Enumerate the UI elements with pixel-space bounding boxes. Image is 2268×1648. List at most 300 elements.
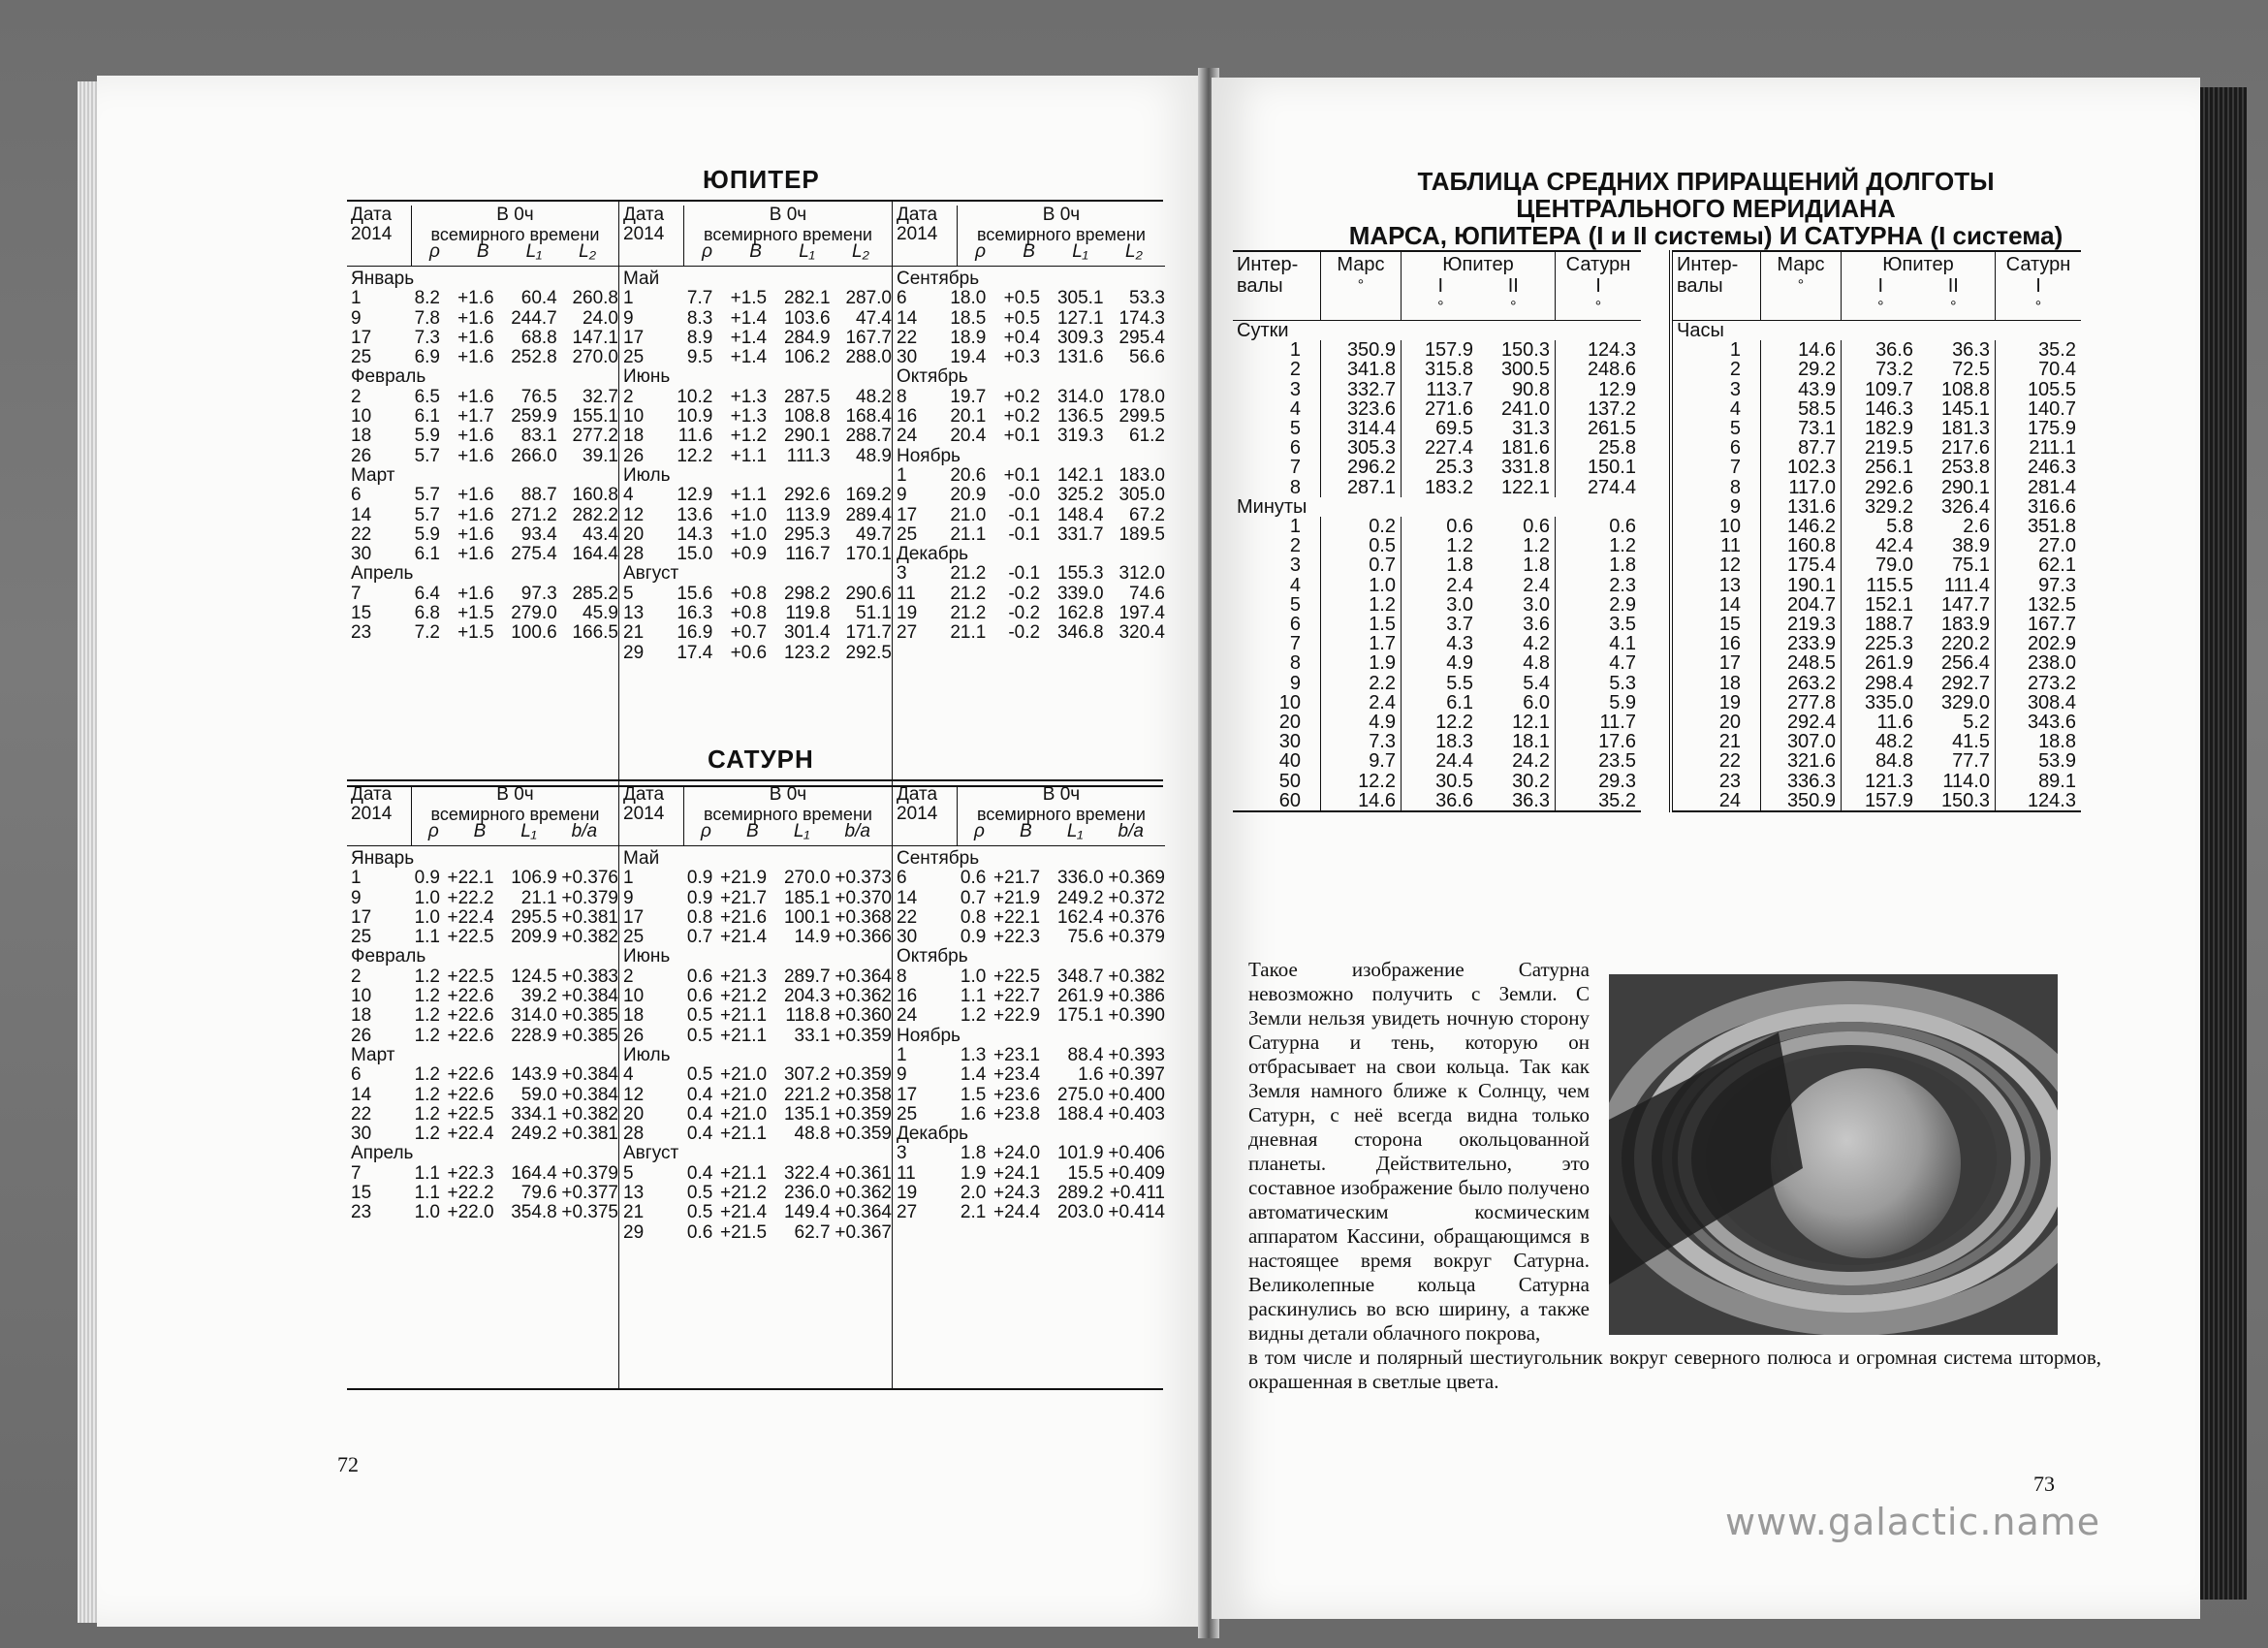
table-cell: +0.397 xyxy=(1108,1064,1165,1086)
table-cell: 135.1 xyxy=(783,1103,831,1125)
degree-label: ° xyxy=(1594,299,1602,315)
table-cell: 21.2 xyxy=(950,583,987,604)
caption-text-wide: в том числе и полярный шестиугольник вокруг северного полюса и огромная система штормов, окрашенная в светлые цвета. xyxy=(1248,1346,2101,1393)
table-cell: +0.414 xyxy=(1108,1202,1165,1223)
table-cell: 335.0 xyxy=(1842,693,1919,713)
table-cell: 0.5 xyxy=(1321,536,1402,555)
table-cell: +21.7 xyxy=(993,868,1041,889)
table-cell: 1.6 xyxy=(960,1103,987,1125)
table-cell: +0.8 xyxy=(730,583,768,604)
month-label: Февраль xyxy=(351,366,426,388)
table-cell: 8 xyxy=(1289,476,1301,498)
table-cell: 29 xyxy=(623,642,645,663)
symbol-label: b/a xyxy=(1118,821,1144,841)
saturn-title: САТУРН xyxy=(708,745,814,774)
table-cell: 3.0 xyxy=(1523,593,1550,616)
table-cell: +24.4 xyxy=(993,1202,1041,1223)
table-cell: 73.1 xyxy=(1761,419,1842,438)
table-cell: 277.8 xyxy=(1761,693,1842,713)
table-cell: 3 xyxy=(1729,378,1741,400)
table-cell: 10 xyxy=(351,406,372,428)
table-cell: 1.1 xyxy=(414,1183,440,1204)
table-cell: +1.2 xyxy=(730,426,768,447)
table-cell: 4.9 xyxy=(1321,713,1402,732)
table-row xyxy=(893,525,1165,545)
table-row xyxy=(619,309,892,329)
symbol-label: B xyxy=(473,821,487,841)
table-cell: 136.5 xyxy=(1056,406,1104,428)
month-label: Июнь xyxy=(623,946,671,967)
table-row xyxy=(1233,458,1641,477)
table-cell: 350.9 xyxy=(1321,340,1402,360)
table-cell: 93.4 xyxy=(520,523,557,545)
table-cell: 15.5 xyxy=(1067,1162,1104,1184)
table-cell: 343.6 xyxy=(1996,713,2082,732)
table-cell: 45.9 xyxy=(583,603,618,624)
table-cell: 58.5 xyxy=(1761,399,1842,419)
table-cell: 12 xyxy=(623,504,645,525)
table-cell: +0.390 xyxy=(1108,1005,1165,1027)
saturn-photo xyxy=(1609,974,2058,1335)
table-row xyxy=(619,1184,892,1203)
table-cell: 143.9 xyxy=(511,1064,557,1086)
table-cell: 16.9 xyxy=(677,622,713,644)
table-cell: 220.2 xyxy=(1940,633,1990,655)
table-cell: 4 xyxy=(1289,397,1301,420)
table-row xyxy=(893,1203,1165,1222)
table-row xyxy=(347,1184,618,1203)
table-cell: 48.2 xyxy=(856,386,892,407)
table-cell: +1.6 xyxy=(457,445,494,466)
symbol-label: L₁ xyxy=(799,241,815,262)
month-label: Май xyxy=(623,848,660,869)
table-cell: 102.3 xyxy=(1761,458,1842,477)
table-row xyxy=(619,889,892,908)
table-row xyxy=(619,585,892,604)
table-row xyxy=(619,1105,892,1125)
table-cell: 22 xyxy=(1718,750,1741,773)
table-cell: 323.6 xyxy=(1321,399,1402,419)
table-cell: +0.9 xyxy=(730,544,768,565)
table-cell: 1 xyxy=(897,1044,907,1065)
system-label: II xyxy=(1947,275,1959,297)
table-cell: 307.0 xyxy=(1761,732,1842,751)
month-label: Октябрь xyxy=(897,946,968,967)
table-cell: 0.7 xyxy=(960,887,987,908)
table-body xyxy=(619,846,892,1243)
table-cell: +21.2 xyxy=(720,1183,768,1204)
table-cell: +0.385 xyxy=(561,1025,618,1046)
table-cell: 5.8 xyxy=(1842,517,1919,536)
table-cell: 1.0 xyxy=(414,887,440,908)
table-body xyxy=(893,267,1165,644)
table-cell: 9 xyxy=(1729,495,1741,518)
table-cell: 185.1 xyxy=(783,887,831,908)
table-row xyxy=(347,1164,618,1184)
table-cell: 23 xyxy=(351,1202,372,1223)
table-row xyxy=(1233,615,1641,634)
table-row xyxy=(619,289,892,308)
section-label: Минуты xyxy=(1237,495,1307,518)
table-cell: 0.8 xyxy=(960,906,987,928)
table-cell: 244.7 xyxy=(511,307,557,329)
table-cell: 146.2 xyxy=(1761,517,1842,536)
table-cell: 70.4 xyxy=(1996,360,2082,379)
table-cell: 19 xyxy=(1718,691,1741,713)
table-cell: 273.2 xyxy=(1996,674,2082,693)
table-cell: 19 xyxy=(897,1183,918,1204)
table-row xyxy=(619,623,892,643)
table-cell: 6.8 xyxy=(414,603,440,624)
table-row xyxy=(893,908,1165,928)
table-row xyxy=(1233,634,1641,653)
table-cell: 150.1 xyxy=(1556,458,1642,477)
table-cell: 7.2 xyxy=(414,622,440,644)
table-cell: 6.1 xyxy=(1402,693,1479,713)
table-cell: 5 xyxy=(1289,593,1301,616)
table-cell: +21.4 xyxy=(720,927,768,948)
table-cell: 43.4 xyxy=(583,523,618,545)
table-row xyxy=(1671,576,2081,595)
table-cell: 305.1 xyxy=(1056,288,1104,309)
jupiter-title: ЮПИТЕР xyxy=(703,165,820,194)
table-cell: 0.5 xyxy=(686,1005,713,1027)
table-cell: +0.359 xyxy=(835,1025,892,1046)
table-cell: 7.3 xyxy=(414,327,440,348)
table-cell: 300.5 xyxy=(1500,359,1550,381)
table-row xyxy=(619,987,892,1006)
table-cell: 1 xyxy=(623,288,634,309)
table-cell: 20 xyxy=(623,1103,645,1125)
table-row xyxy=(619,1203,892,1222)
table-row xyxy=(1233,478,1641,497)
table-cell: 5.9 xyxy=(414,523,440,545)
table-cell: 252.8 xyxy=(511,347,557,368)
table-cell: 145.1 xyxy=(1940,397,1990,420)
table-cell: +0.5 xyxy=(1003,288,1041,309)
table-cell: 9 xyxy=(623,307,634,329)
table-cell: 10.9 xyxy=(677,406,713,428)
table-cell: 9 xyxy=(623,887,634,908)
table-cell: 1.8 xyxy=(1402,555,1479,575)
table-cell: 6 xyxy=(897,868,907,889)
table-cell: 0.7 xyxy=(1321,555,1402,575)
table-row xyxy=(347,1027,618,1046)
section-label-row xyxy=(1671,321,2081,341)
table-cell: 298.4 xyxy=(1842,674,1919,693)
table-cell: 203.0 xyxy=(1056,1202,1104,1223)
table-row xyxy=(1671,438,2081,458)
table-cell: 18.0 xyxy=(950,288,987,309)
table-cell: +21.9 xyxy=(720,868,768,889)
table-cell: 4.8 xyxy=(1523,652,1550,675)
table-cell: +1.6 xyxy=(457,583,494,604)
month-label: Август xyxy=(623,563,679,585)
table-cell: 4.7 xyxy=(1556,653,1642,673)
table-body xyxy=(893,846,1165,1223)
table-cell: 25 xyxy=(897,523,918,545)
table-row xyxy=(619,967,892,987)
symbol-label: L₁ xyxy=(1072,241,1088,262)
table-cell: 72.5 xyxy=(1952,359,1990,381)
table-cell: 1.3 xyxy=(960,1044,987,1065)
table-cell: 0.9 xyxy=(960,927,987,948)
month-label: Январь xyxy=(351,848,415,869)
table-row xyxy=(1671,653,2081,673)
saturn-columns xyxy=(347,781,1163,1388)
table-cell: 6 xyxy=(1729,437,1741,460)
table-cell: 8.3 xyxy=(686,307,713,329)
table-cell: +1.6 xyxy=(457,347,494,368)
table-cell: 292.6 xyxy=(783,485,831,506)
table-cell: +0.382 xyxy=(1108,966,1165,987)
table-cell: 26 xyxy=(623,1025,645,1046)
table-cell: 175.4 xyxy=(1761,555,1842,575)
time-header-line: В 0ч xyxy=(1042,784,1081,805)
table-row xyxy=(347,928,618,947)
table-cell: 7 xyxy=(1289,457,1301,479)
table-cell: 12.9 xyxy=(1556,380,1642,399)
table-cell: 0.8 xyxy=(686,906,713,928)
table-cell: +1.5 xyxy=(457,603,494,624)
table-cell: 97.3 xyxy=(1996,576,2082,595)
table-cell: 0.9 xyxy=(414,868,440,889)
symbol-label: B xyxy=(749,241,762,262)
table-row xyxy=(619,928,892,947)
table-cell: 2.0 xyxy=(960,1183,987,1204)
table-cell: 1 xyxy=(623,868,634,889)
table-cell: +0.403 xyxy=(1108,1103,1165,1125)
table-cell: +0.7 xyxy=(730,622,768,644)
table-cell: 169.2 xyxy=(845,485,892,506)
table-row xyxy=(619,486,892,505)
table-cell: 287.1 xyxy=(1321,478,1402,497)
degree-label: ° xyxy=(1877,299,1884,315)
table-cell: 0.9 xyxy=(686,868,713,889)
table-cell: 11.6 xyxy=(1842,713,1919,732)
table-row xyxy=(347,1203,618,1222)
date-header: Дата 2014 xyxy=(351,205,393,244)
table-cell: 56.6 xyxy=(1129,347,1165,368)
table-cell: 5 xyxy=(1289,418,1301,440)
table-cell: 0.6 xyxy=(960,868,987,889)
table-cell: 24 xyxy=(897,1005,918,1027)
table-cell: +0.3 xyxy=(1003,347,1041,368)
table-row xyxy=(619,407,892,427)
table-cell: 309.3 xyxy=(1056,327,1104,348)
time-header-line: всемирного времени xyxy=(430,225,600,244)
table-cell: 19 xyxy=(897,603,918,624)
table-cell: 21 xyxy=(623,1202,645,1223)
table-cell: +0.379 xyxy=(1108,927,1165,948)
table-row xyxy=(347,427,618,446)
table-row xyxy=(893,309,1165,329)
table-cell: 124.3 xyxy=(1996,791,2082,811)
table-cell: 167.7 xyxy=(1996,615,2082,634)
table-cell: +22.0 xyxy=(447,1202,494,1223)
table-cell: 1.2 xyxy=(414,1005,440,1027)
table-row xyxy=(347,585,618,604)
table-cell: 1.5 xyxy=(1321,615,1402,634)
table-cell: 0.4 xyxy=(686,1084,713,1105)
table-cell: 25 xyxy=(351,927,372,948)
time-header-line: всемирного времени xyxy=(977,225,1146,244)
table-cell: 10.2 xyxy=(677,386,713,407)
table-cell: 178.0 xyxy=(1118,386,1165,407)
table-cell: 307.2 xyxy=(783,1064,831,1086)
table-row xyxy=(1671,713,2081,732)
table-cell: 103.6 xyxy=(783,307,831,329)
table-cell: +22.5 xyxy=(447,927,494,948)
table-cell: 1.2 xyxy=(414,1084,440,1105)
table-cell: +0.379 xyxy=(561,1162,618,1184)
table-cell: 68.8 xyxy=(520,327,557,348)
table-row xyxy=(1671,595,2081,615)
table-cell: +0.359 xyxy=(835,1124,892,1145)
table-cell: 39.1 xyxy=(583,445,618,466)
table-cell: 4.9 xyxy=(1402,653,1479,673)
table-cell: 2 xyxy=(623,966,634,987)
table-cell: 1.8 xyxy=(1523,555,1550,577)
table-cell: 18.5 xyxy=(950,307,987,329)
table-cell: 0.6 xyxy=(1402,517,1479,536)
system-2 xyxy=(1508,275,1519,318)
table-cell: 2 xyxy=(1729,359,1741,381)
table-cell: 20 xyxy=(1718,712,1741,734)
table-cell: +0.376 xyxy=(561,868,618,889)
table-cell: 3 xyxy=(897,563,907,585)
table-row xyxy=(347,1065,618,1085)
table-cell: +0.2 xyxy=(1003,406,1041,428)
table-cell: 271.6 xyxy=(1402,399,1479,419)
table-cell: 275.4 xyxy=(511,544,557,565)
month-label: Июль xyxy=(623,464,671,486)
table-cell: 18 xyxy=(351,1005,372,1027)
table-row xyxy=(619,329,892,348)
table-cell: 7.7 xyxy=(686,288,713,309)
table-cell: 17.6 xyxy=(1556,732,1642,751)
table-cell: 3 xyxy=(1289,555,1301,577)
table-cell: 5.2 xyxy=(1963,712,1990,734)
symbol-label: L₂ xyxy=(852,241,869,262)
table-cell: +23.6 xyxy=(993,1084,1041,1105)
table-cell: 61.2 xyxy=(1129,426,1165,447)
table-cell: +0.373 xyxy=(835,868,892,889)
table-row xyxy=(1671,360,2081,379)
table-body xyxy=(619,267,892,663)
table-cell: +0.384 xyxy=(561,1084,618,1105)
saturn-table xyxy=(347,779,1163,1390)
table-cell: +1.6 xyxy=(457,288,494,309)
table-cell: 182.9 xyxy=(1842,419,1919,438)
month-label: Апрель xyxy=(351,563,414,585)
table-row xyxy=(347,506,618,525)
table-cell: 20.1 xyxy=(950,406,987,428)
table-cell: 18 xyxy=(623,1005,645,1027)
table-cell: +0.362 xyxy=(835,1183,892,1204)
table-row xyxy=(347,407,618,427)
saturn-label: Сатурн xyxy=(1565,254,1631,275)
table-row xyxy=(893,1105,1165,1125)
table-cell: 261.5 xyxy=(1556,419,1642,438)
table-row xyxy=(1671,419,2081,438)
table-cell: 204.3 xyxy=(783,986,831,1007)
table-cell: +22.1 xyxy=(993,906,1041,928)
table-row xyxy=(893,348,1165,367)
table-cell: 275.0 xyxy=(1056,1084,1104,1105)
table-cell: 261.9 xyxy=(1056,986,1104,1007)
table-cell: 21.0 xyxy=(950,504,987,525)
table-cell: 38.9 xyxy=(1952,535,1990,557)
table-row xyxy=(893,967,1165,987)
table-cell: 16.3 xyxy=(677,603,713,624)
table-cell: 290.1 xyxy=(1940,476,1990,498)
table-cell: 15 xyxy=(351,1183,372,1204)
table-row xyxy=(893,506,1165,525)
table-cell: +0.385 xyxy=(561,1005,618,1027)
table-cell: 79.6 xyxy=(520,1183,557,1204)
table-cell: 270.0 xyxy=(783,868,831,889)
table-cell: 290.1 xyxy=(783,426,831,447)
table-cell: 16 xyxy=(897,406,918,428)
table-cell: 100.6 xyxy=(511,622,557,644)
table-cell: 14 xyxy=(351,504,372,525)
mars-label: Марс xyxy=(1777,254,1825,275)
table-cell: +23.1 xyxy=(993,1044,1041,1065)
table-cell: 1.0 xyxy=(1321,576,1402,595)
table-cell: 211.1 xyxy=(1996,438,2082,458)
table-cell: 1.2 xyxy=(1556,536,1642,555)
table-cell: 4.2 xyxy=(1523,633,1550,655)
date-header: Дата 2014 xyxy=(897,784,938,824)
table-cell: 160.8 xyxy=(1761,536,1842,555)
time-header-line: всемирного времени xyxy=(704,805,872,824)
table-cell: 123.2 xyxy=(783,642,831,663)
table-row xyxy=(893,1164,1165,1184)
date-header: Дата 2014 xyxy=(623,205,665,244)
table-row xyxy=(1671,772,2081,791)
header-row xyxy=(1233,251,1641,321)
symbol-label: b/a xyxy=(571,821,598,841)
table-cell: 121.3 xyxy=(1842,772,1919,791)
table-cell: 33.1 xyxy=(794,1025,831,1046)
table-cell: 3 xyxy=(897,1143,907,1164)
table-cell: +21.0 xyxy=(720,1103,768,1125)
system-label: II xyxy=(1507,275,1519,297)
table-cell: 288.7 xyxy=(845,426,892,447)
table-cell: +21.1 xyxy=(720,1162,768,1184)
table-cell: 6.0 xyxy=(1523,691,1550,713)
table-cell: 1 xyxy=(897,464,907,486)
table-cell: 246.3 xyxy=(1996,458,2082,477)
table-cell: 59.0 xyxy=(520,1084,557,1105)
table-cell: 322.4 xyxy=(783,1162,831,1184)
table-cell: +24.0 xyxy=(993,1143,1041,1164)
table-cell: 9 xyxy=(1289,672,1301,694)
jupiter-column xyxy=(347,202,619,785)
table-cell: 142.1 xyxy=(1056,464,1104,486)
table-cell: 329.0 xyxy=(1940,691,1990,713)
system-label: I xyxy=(1437,275,1444,297)
table-cell: 7.3 xyxy=(1321,732,1402,751)
date-header: Дата 2014 xyxy=(897,205,938,244)
table-cell: 1.7 xyxy=(1321,634,1402,653)
table-cell: 175.9 xyxy=(1996,419,2082,438)
table-cell: 12.1 xyxy=(1512,712,1550,734)
jupiter-header xyxy=(1402,251,1556,321)
table-cell: 197.4 xyxy=(1118,603,1165,624)
table-cell: 301.4 xyxy=(783,622,831,644)
